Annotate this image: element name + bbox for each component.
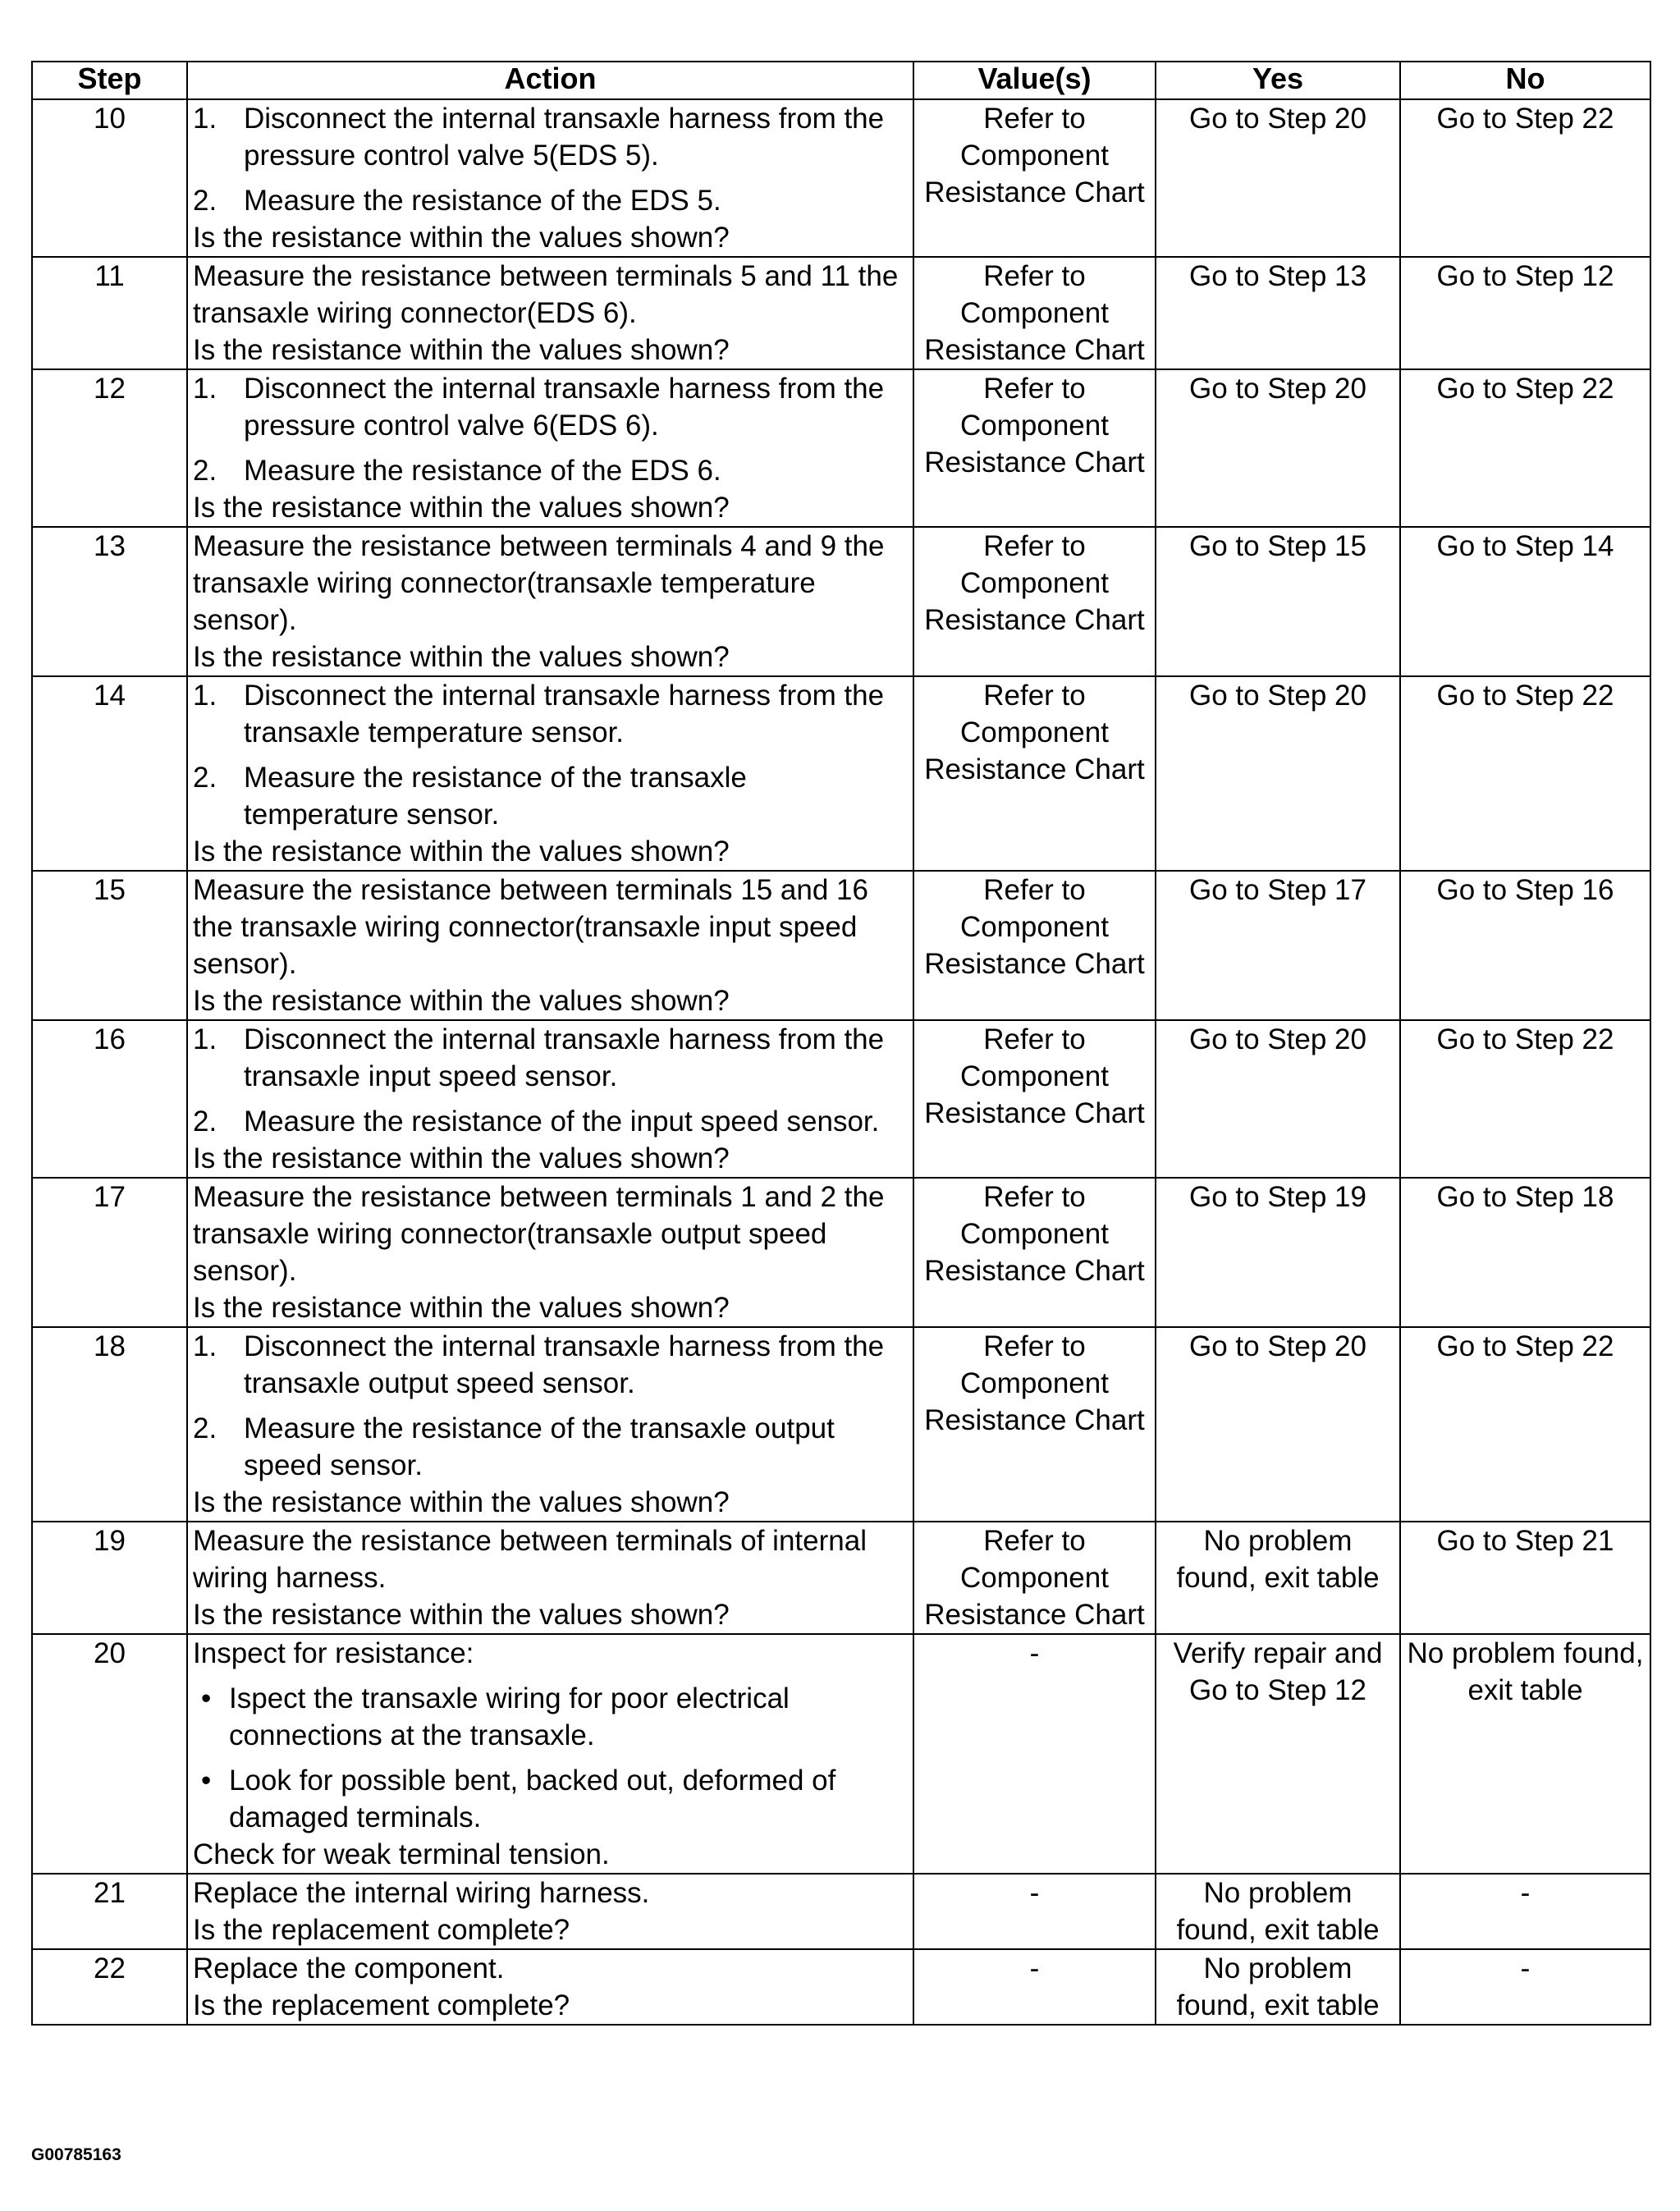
value-cell: - [913, 1634, 1156, 1874]
action-cell [187, 871, 913, 1020]
no-cell: Go to Step 22 [1400, 676, 1650, 871]
step-number: 20 [32, 1634, 187, 1874]
value-cell: - [913, 1949, 1156, 2025]
yes-cell: Go to Step 13 [1156, 257, 1400, 369]
value-cell: Refer to Component Resistance Chart [913, 99, 1156, 257]
action-text: Is the replacement complete? [193, 1989, 570, 2021]
action-step-item [193, 1410, 908, 1484]
yes-cell: Go to Step 20 [1156, 1327, 1400, 1522]
action-text: Replace the component. [193, 1952, 505, 1984]
item-number: 2. [193, 762, 217, 794]
bullet-marker: • [201, 1682, 212, 1714]
action-cell [187, 527, 913, 676]
action-text: Replace the internal wiring harness. [193, 1877, 650, 1909]
step-number: 17 [32, 1178, 187, 1327]
step-number: 14 [32, 676, 187, 871]
yes-cell: Go to Step 17 [1156, 871, 1400, 1020]
yes-cell: No problem found, exit table [1156, 1949, 1400, 2025]
action-text: Is the resistance within the values shown? [193, 222, 730, 254]
action-cell [187, 1178, 913, 1327]
item-number: 2. [193, 455, 217, 487]
action-cell [187, 257, 913, 369]
action-cell [187, 676, 913, 871]
item-number: 1. [193, 373, 217, 405]
action-text: Measure the resistance between terminals 4 and 9 the transaxle wiring connector(transaxle temperature sensor). [193, 530, 885, 636]
action-cell [187, 1634, 913, 1874]
header-step: Step [32, 62, 187, 99]
value-cell: Refer to Component Resistance Chart [913, 257, 1156, 369]
no-cell: - [1400, 1874, 1650, 1949]
action-cell [187, 1874, 913, 1949]
action-text: Measure the resistance between terminals of internal wiring harness. [193, 1525, 867, 1594]
item-number: 2. [193, 1412, 217, 1444]
table-row [32, 1949, 1650, 2025]
action-step-item [193, 100, 908, 174]
action-text: Is the resistance within the values shown? [193, 1142, 730, 1174]
action-text: Is the resistance within the values shown? [193, 985, 730, 1017]
yes-cell: Go to Step 20 [1156, 1020, 1400, 1178]
action-item-text: Disconnect the internal transaxle harness from the transaxle temperature sensor. [244, 680, 885, 748]
table-body [32, 99, 1650, 2025]
table-row [32, 1522, 1650, 1634]
step-number: 16 [32, 1020, 187, 1178]
action-step-item [193, 677, 908, 751]
yes-cell: Go to Step 19 [1156, 1178, 1400, 1327]
item-number: 2. [193, 185, 217, 217]
yes-cell: Go to Step 15 [1156, 527, 1400, 676]
action-bullet-item [193, 1680, 908, 1754]
step-number: 22 [32, 1949, 187, 2025]
header-yes: Yes [1156, 62, 1400, 99]
no-cell: - [1400, 1949, 1650, 2025]
item-number: 2. [193, 1106, 217, 1138]
action-step-item [193, 370, 908, 444]
value-cell: Refer to Component Resistance Chart [913, 1020, 1156, 1178]
action-item-text: Disconnect the internal transaxle harness from the transaxle input speed sensor. [244, 1023, 885, 1092]
action-step-item [193, 452, 908, 489]
no-cell: Go to Step 16 [1400, 871, 1650, 1020]
no-cell: Go to Step 22 [1400, 1327, 1650, 1522]
action-text: Is the resistance within the values shown? [193, 1486, 730, 1518]
no-cell: Go to Step 14 [1400, 527, 1650, 676]
action-text: Measure the resistance between terminals 5 and 11 the transaxle wiring connector(EDS 6). [193, 260, 899, 329]
yes-cell: No problem found, exit table [1156, 1874, 1400, 1949]
action-item-text: Measure the resistance of the transaxle output speed sensor. [244, 1412, 835, 1481]
table-row [32, 369, 1650, 527]
no-cell: Go to Step 21 [1400, 1522, 1650, 1634]
step-number: 19 [32, 1522, 187, 1634]
header-action: Action [187, 62, 913, 99]
action-step-item [193, 1328, 908, 1402]
action-item-text: Ispect the transaxle wiring for poor electrical connections at the transaxle. [229, 1682, 790, 1751]
header-no: No [1400, 62, 1650, 99]
action-cell [187, 1020, 913, 1178]
table-header [32, 62, 1650, 99]
yes-cell: No problem found, exit table [1156, 1522, 1400, 1634]
action-step-item [193, 1021, 908, 1095]
action-text: Is the resistance within the values shown? [193, 641, 730, 673]
action-bullet-item [193, 1762, 908, 1836]
value-cell: Refer to Component Resistance Chart [913, 676, 1156, 871]
action-text: Is the resistance within the values shown? [193, 835, 730, 867]
value-cell: Refer to Component Resistance Chart [913, 1178, 1156, 1327]
action-item-text: Measure the resistance of the EDS 6. [244, 455, 721, 487]
step-number: 10 [32, 99, 187, 257]
action-cell [187, 1949, 913, 2025]
no-cell: Go to Step 22 [1400, 369, 1650, 527]
step-number: 15 [32, 871, 187, 1020]
action-text: Is the resistance within the values shown? [193, 492, 730, 524]
item-number: 1. [193, 1330, 217, 1362]
step-number: 21 [32, 1874, 187, 1949]
action-item-text: Measure the resistance of the transaxle temperature sensor. [244, 762, 747, 831]
value-cell: - [913, 1874, 1156, 1949]
action-cell [187, 1522, 913, 1634]
step-number: 13 [32, 527, 187, 676]
table-row [32, 1020, 1650, 1178]
item-number: 1. [193, 1023, 217, 1055]
value-cell: Refer to Component Resistance Chart [913, 527, 1156, 676]
table-row [32, 1327, 1650, 1522]
table-row [32, 871, 1650, 1020]
action-item-text: Disconnect the internal transaxle harness from the pressure control valve 6(EDS 6). [244, 373, 885, 442]
table-row [32, 676, 1650, 871]
action-item-text: Disconnect the internal transaxle harness from the pressure control valve 5(EDS 5). [244, 103, 885, 172]
action-item-text: Measure the resistance of the input speed sensor. [244, 1106, 880, 1138]
step-number: 12 [32, 369, 187, 527]
value-cell: Refer to Component Resistance Chart [913, 871, 1156, 1020]
table-row [32, 527, 1650, 676]
item-number: 1. [193, 680, 217, 712]
header-values: Value(s) [913, 62, 1156, 99]
table-row [32, 257, 1650, 369]
table-row [32, 1634, 1650, 1874]
value-cell: Refer to Component Resistance Chart [913, 1327, 1156, 1522]
action-text: Check for weak terminal tension. [193, 1838, 610, 1870]
action-cell [187, 1327, 913, 1522]
action-text: Measure the resistance between terminals 15 and 16 the transaxle wiring connector(transaxle input speed sensor). [193, 874, 868, 980]
item-number: 1. [193, 103, 217, 135]
action-step-item [193, 759, 908, 833]
no-cell: Go to Step 18 [1400, 1178, 1650, 1327]
action-text: Is the replacement complete? [193, 1914, 570, 1946]
action-text: Measure the resistance between terminals 1 and 2 the transaxle wiring connector(transaxle output speed sensor). [193, 1181, 885, 1287]
value-cell: Refer to Component Resistance Chart [913, 1522, 1156, 1634]
no-cell: No problem found, exit table [1400, 1634, 1650, 1874]
action-item-text: Measure the resistance of the EDS 5. [244, 185, 721, 217]
action-step-item [193, 182, 908, 219]
no-cell: Go to Step 12 [1400, 257, 1650, 369]
action-step-item [193, 1103, 908, 1140]
table-row [32, 1874, 1650, 1949]
step-number: 11 [32, 257, 187, 369]
action-item-text: Disconnect the internal transaxle harness from the transaxle output speed sensor. [244, 1330, 885, 1399]
table-row [32, 1178, 1650, 1327]
yes-cell: Verify repair and Go to Step 12 [1156, 1634, 1400, 1874]
no-cell: Go to Step 22 [1400, 99, 1650, 257]
yes-cell: Go to Step 20 [1156, 676, 1400, 871]
diagnostic-table [31, 61, 1651, 2026]
action-item-text: Look for possible bent, backed out, deformed of damaged terminals. [229, 1765, 836, 1833]
action-text: Is the resistance within the values shown? [193, 1292, 730, 1324]
action-text: Is the resistance within the values shown? [193, 334, 730, 366]
table-row [32, 99, 1650, 257]
yes-cell: Go to Step 20 [1156, 369, 1400, 527]
step-number: 18 [32, 1327, 187, 1522]
value-cell: Refer to Component Resistance Chart [913, 369, 1156, 527]
figure-code: G00785163 [31, 2145, 121, 2164]
action-cell [187, 99, 913, 257]
action-lead: Inspect for resistance: [193, 1637, 474, 1669]
yes-cell: Go to Step 20 [1156, 99, 1400, 257]
bullet-marker: • [201, 1765, 212, 1797]
no-cell: Go to Step 22 [1400, 1020, 1650, 1178]
action-cell [187, 369, 913, 527]
header-row [32, 62, 1650, 99]
action-text: Is the resistance within the values shown? [193, 1599, 730, 1631]
